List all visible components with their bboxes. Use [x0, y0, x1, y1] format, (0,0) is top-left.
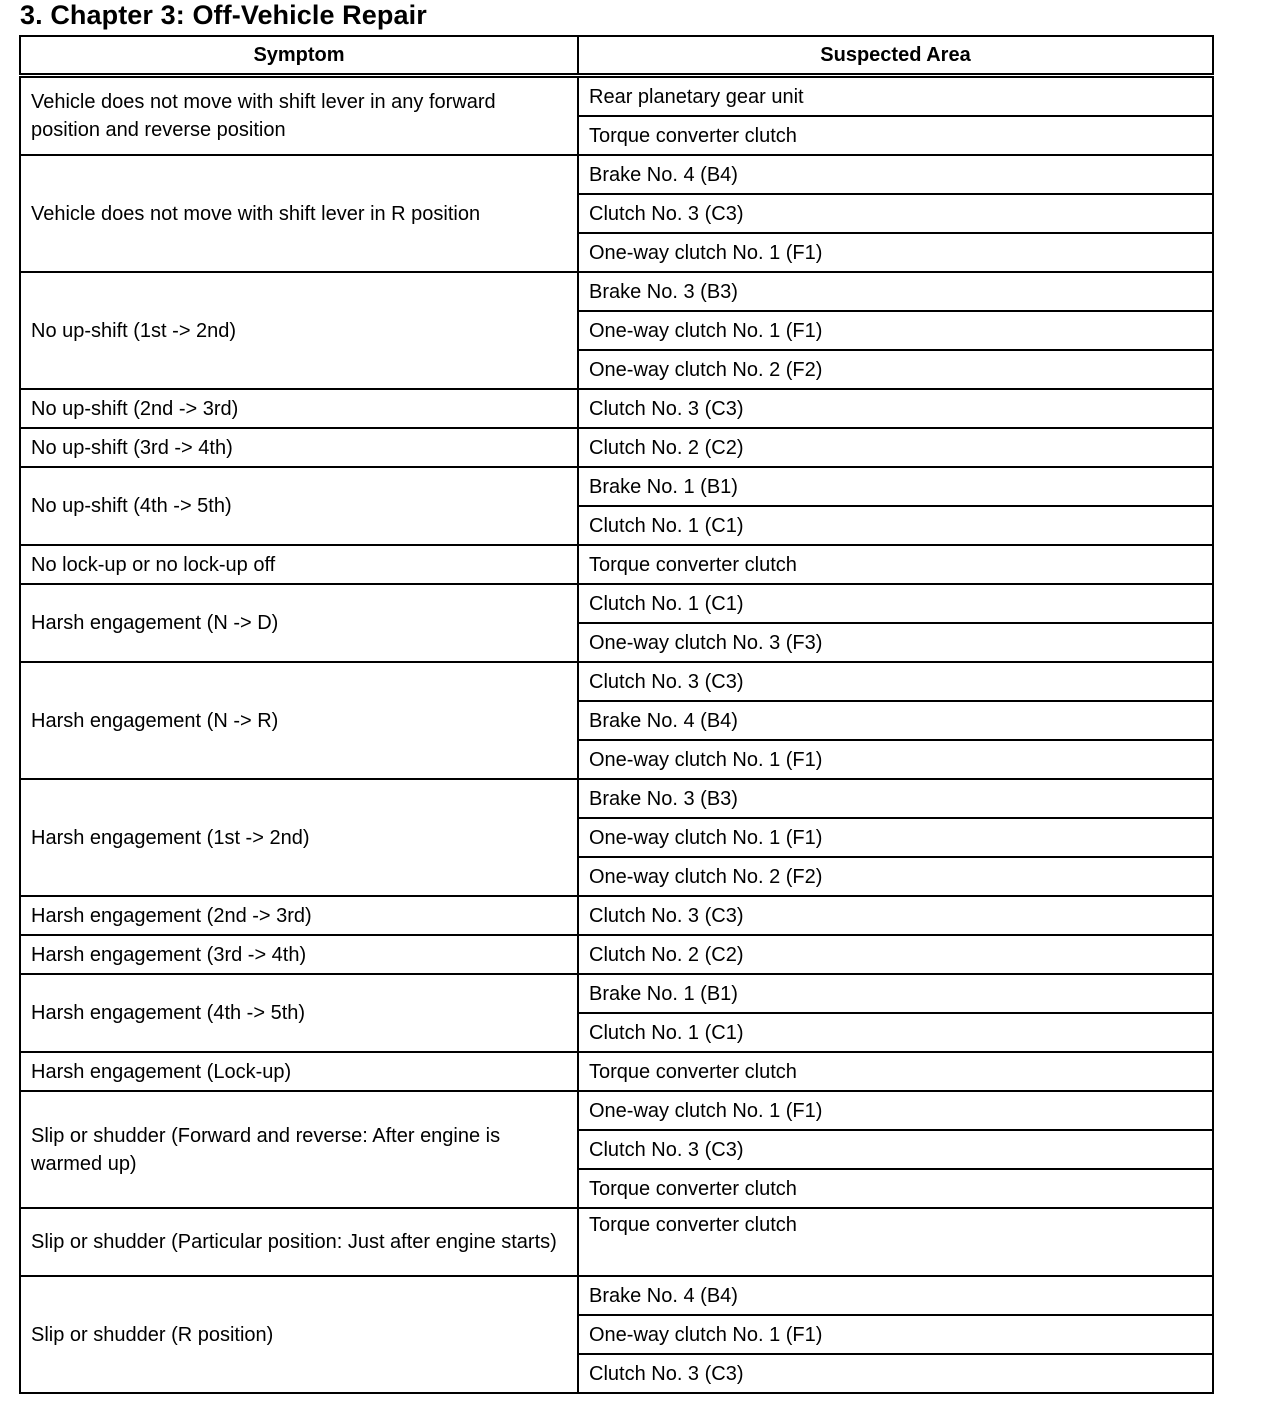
suspected-area-cell: Torque converter clutch: [578, 116, 1213, 155]
table-row: [20, 896, 1213, 935]
table-row: [20, 974, 1213, 1013]
table-header-row: [20, 36, 1213, 76]
suspected-area-cell: Clutch No. 1 (C1): [578, 1013, 1213, 1052]
suspected-area-cell: Brake No. 1 (B1): [578, 467, 1213, 506]
suspected-area-cell: Torque converter clutch: [578, 1169, 1213, 1208]
table-row: [20, 76, 1213, 117]
suspected-area-cell: One-way clutch No. 1 (F1): [578, 1091, 1213, 1130]
symptom-cell: Slip or shudder (Particular position: Just after engine starts): [20, 1208, 578, 1276]
suspected-area-cell: One-way clutch No. 2 (F2): [578, 350, 1213, 389]
suspected-area-cell: One-way clutch No. 2 (F2): [578, 857, 1213, 896]
table-row: [20, 1276, 1213, 1315]
table-row: [20, 1208, 1213, 1276]
suspected-area-cell: Brake No. 4 (B4): [578, 1276, 1213, 1315]
suspected-area-cell: One-way clutch No. 1 (F1): [578, 311, 1213, 350]
suspected-area-cell: Clutch No. 3 (C3): [578, 662, 1213, 701]
table-row: [20, 272, 1213, 311]
suspected-area-cell: One-way clutch No. 1 (F1): [578, 818, 1213, 857]
symptom-cell: Harsh engagement (1st -> 2nd): [20, 779, 578, 896]
symptom-cell: Vehicle does not move with shift lever in any forward position and reverse position: [20, 76, 578, 156]
suspected-area-cell: Torque converter clutch: [578, 1208, 1213, 1276]
suspected-area-cell: Clutch No. 2 (C2): [578, 935, 1213, 974]
suspected-area-cell: One-way clutch No. 1 (F1): [578, 740, 1213, 779]
symptom-cell: Harsh engagement (2nd -> 3rd): [20, 896, 578, 935]
table-row: [20, 428, 1213, 467]
suspected-area-cell: Clutch No. 3 (C3): [578, 1130, 1213, 1169]
table-row: [20, 389, 1213, 428]
suspected-area-column-header: Suspected Area: [578, 36, 1213, 76]
table-row: [20, 662, 1213, 701]
suspected-area-cell: Torque converter clutch: [578, 1052, 1213, 1091]
suspected-area-cell: One-way clutch No. 1 (F1): [578, 1315, 1213, 1354]
suspected-area-cell: Brake No. 3 (B3): [578, 779, 1213, 818]
symptom-column-header: Symptom: [20, 36, 578, 76]
symptom-cell: No lock-up or no lock-up off: [20, 545, 578, 584]
table-row: [20, 584, 1213, 623]
suspected-area-cell: Brake No. 4 (B4): [578, 701, 1213, 740]
suspected-area-cell: Rear planetary gear unit: [578, 76, 1213, 117]
suspected-area-cell: Clutch No. 2 (C2): [578, 428, 1213, 467]
table-row: [20, 545, 1213, 584]
symptom-cell: Slip or shudder (Forward and reverse: After engine is warmed up): [20, 1091, 578, 1208]
table-row: [20, 467, 1213, 506]
suspected-area-cell: Clutch No. 3 (C3): [578, 389, 1213, 428]
symptom-cell: No up-shift (3rd -> 4th): [20, 428, 578, 467]
diagnosis-table: [19, 35, 1214, 1394]
symptom-cell: Harsh engagement (Lock-up): [20, 1052, 578, 1091]
suspected-area-cell: Torque converter clutch: [578, 545, 1213, 584]
table-row: [20, 779, 1213, 818]
table-row: [20, 155, 1213, 194]
suspected-area-cell: Clutch No. 3 (C3): [578, 896, 1213, 935]
symptom-cell: Slip or shudder (R position): [20, 1276, 578, 1393]
symptom-cell: Harsh engagement (N -> R): [20, 662, 578, 779]
table-row: [20, 1052, 1213, 1091]
symptom-cell: Harsh engagement (N -> D): [20, 584, 578, 662]
symptom-cell: No up-shift (1st -> 2nd): [20, 272, 578, 389]
symptom-cell: Vehicle does not move with shift lever in R position: [20, 155, 578, 272]
table-row: [20, 1091, 1213, 1130]
suspected-area-cell: One-way clutch No. 1 (F1): [578, 233, 1213, 272]
symptom-cell: Harsh engagement (4th -> 5th): [20, 974, 578, 1052]
symptom-cell: No up-shift (2nd -> 3rd): [20, 389, 578, 428]
page-title: 3. Chapter 3: Off-Vehicle Repair: [20, 0, 427, 30]
suspected-area-cell: Clutch No. 1 (C1): [578, 584, 1213, 623]
symptom-cell: Harsh engagement (3rd -> 4th): [20, 935, 578, 974]
suspected-area-cell: Brake No. 3 (B3): [578, 272, 1213, 311]
symptom-cell: No up-shift (4th -> 5th): [20, 467, 578, 545]
suspected-area-cell: Clutch No. 3 (C3): [578, 194, 1213, 233]
suspected-area-cell: Clutch No. 1 (C1): [578, 506, 1213, 545]
suspected-area-cell: Clutch No. 3 (C3): [578, 1354, 1213, 1393]
table-row: [20, 935, 1213, 974]
suspected-area-cell: Brake No. 4 (B4): [578, 155, 1213, 194]
suspected-area-cell: One-way clutch No. 3 (F3): [578, 623, 1213, 662]
suspected-area-cell: Brake No. 1 (B1): [578, 974, 1213, 1013]
table-body: [20, 76, 1213, 1394]
